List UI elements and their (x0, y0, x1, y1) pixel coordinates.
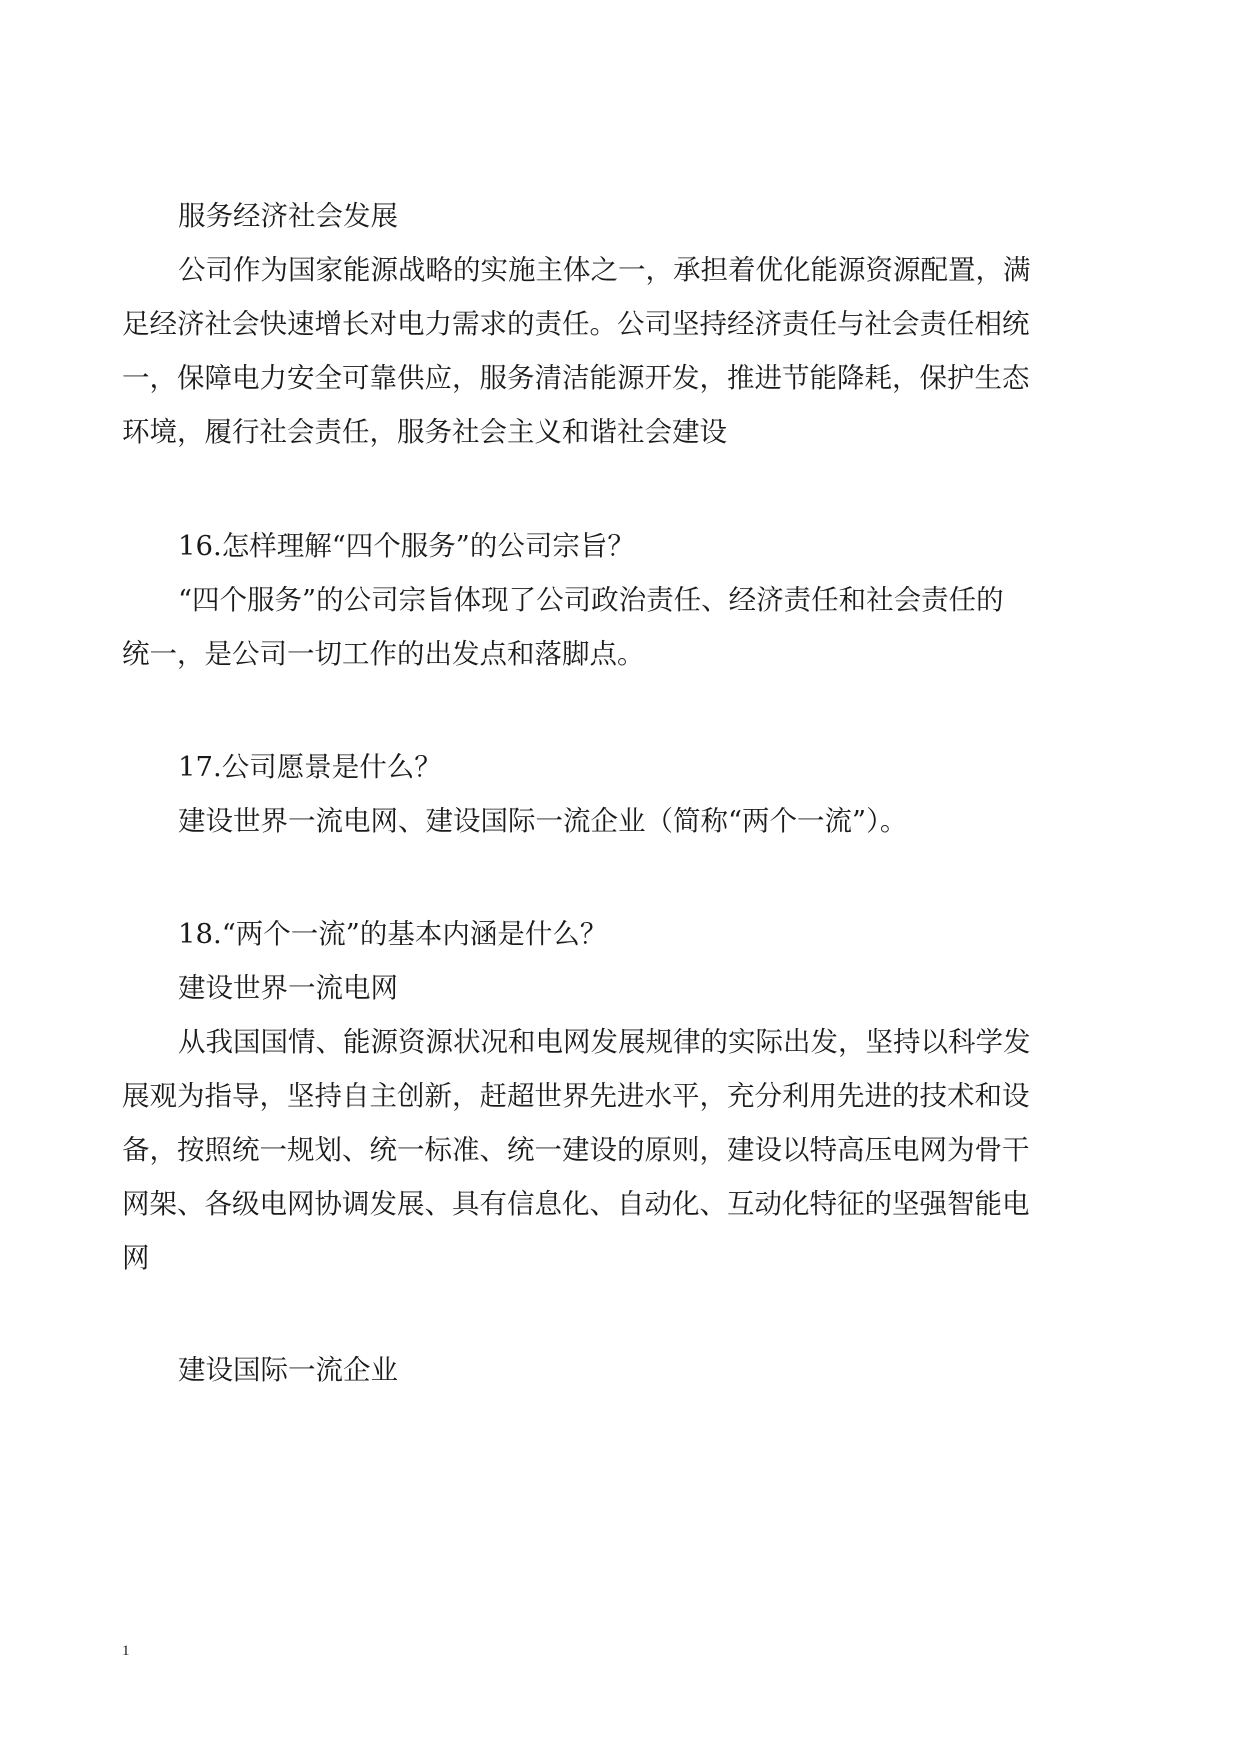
paragraph-line: 环境，履行社会责任，服务社会主义和谐社会建设 (122, 416, 727, 448)
answer-line: 统一，是公司一切工作的出发点和落脚点。 (122, 638, 645, 670)
paragraph-line: 一，保障电力安全可靠供应，服务清洁能源开发，推进节能降耗，保护生态 (122, 362, 1030, 394)
paragraph-line: 备，按照统一规划、统一标准、统一建设的原则，建设以特高压电网为骨干 (122, 1134, 1030, 1166)
question-heading: 16.怎样理解“四个服务”的公司宗旨？ (178, 530, 635, 562)
paragraph-line: 网架、各级电网协调发展、具有信息化、自动化、互动化特征的坚强智能电 (122, 1188, 1030, 1220)
page-number: 1 (122, 1643, 130, 1659)
section-heading: 服务经济社会发展 (178, 200, 398, 232)
question-heading: 17.公司愿景是什么？ (178, 751, 442, 783)
answer-line: “四个服务”的公司宗旨体现了公司政治责任、经济责任和社会责任的 (178, 584, 1004, 616)
subsection-heading: 建设国际一流企业 (178, 1354, 398, 1386)
paragraph-line: 展观为指导，坚持自主创新，赶超世界先进水平，充分利用先进的技术和设 (122, 1080, 1030, 1112)
paragraph-line: 公司作为国家能源战略的实施主体之一，承担着优化能源资源配置，满 (178, 254, 1031, 286)
answer-line: 建设世界一流电网、建设国际一流企业（简称“两个一流”）。 (178, 805, 908, 837)
question-heading: 18.“两个一流”的基本内涵是什么？ (178, 918, 608, 950)
subsection-heading: 建设世界一流电网 (178, 972, 398, 1004)
paragraph-line: 从我国国情、能源资源状况和电网发展规律的实际出发，坚持以科学发 (178, 1026, 1031, 1058)
paragraph-line: 网 (122, 1242, 150, 1274)
paragraph-line: 足经济社会快速增长对电力需求的责任。公司坚持经济责任与社会责任相统 (122, 308, 1030, 340)
